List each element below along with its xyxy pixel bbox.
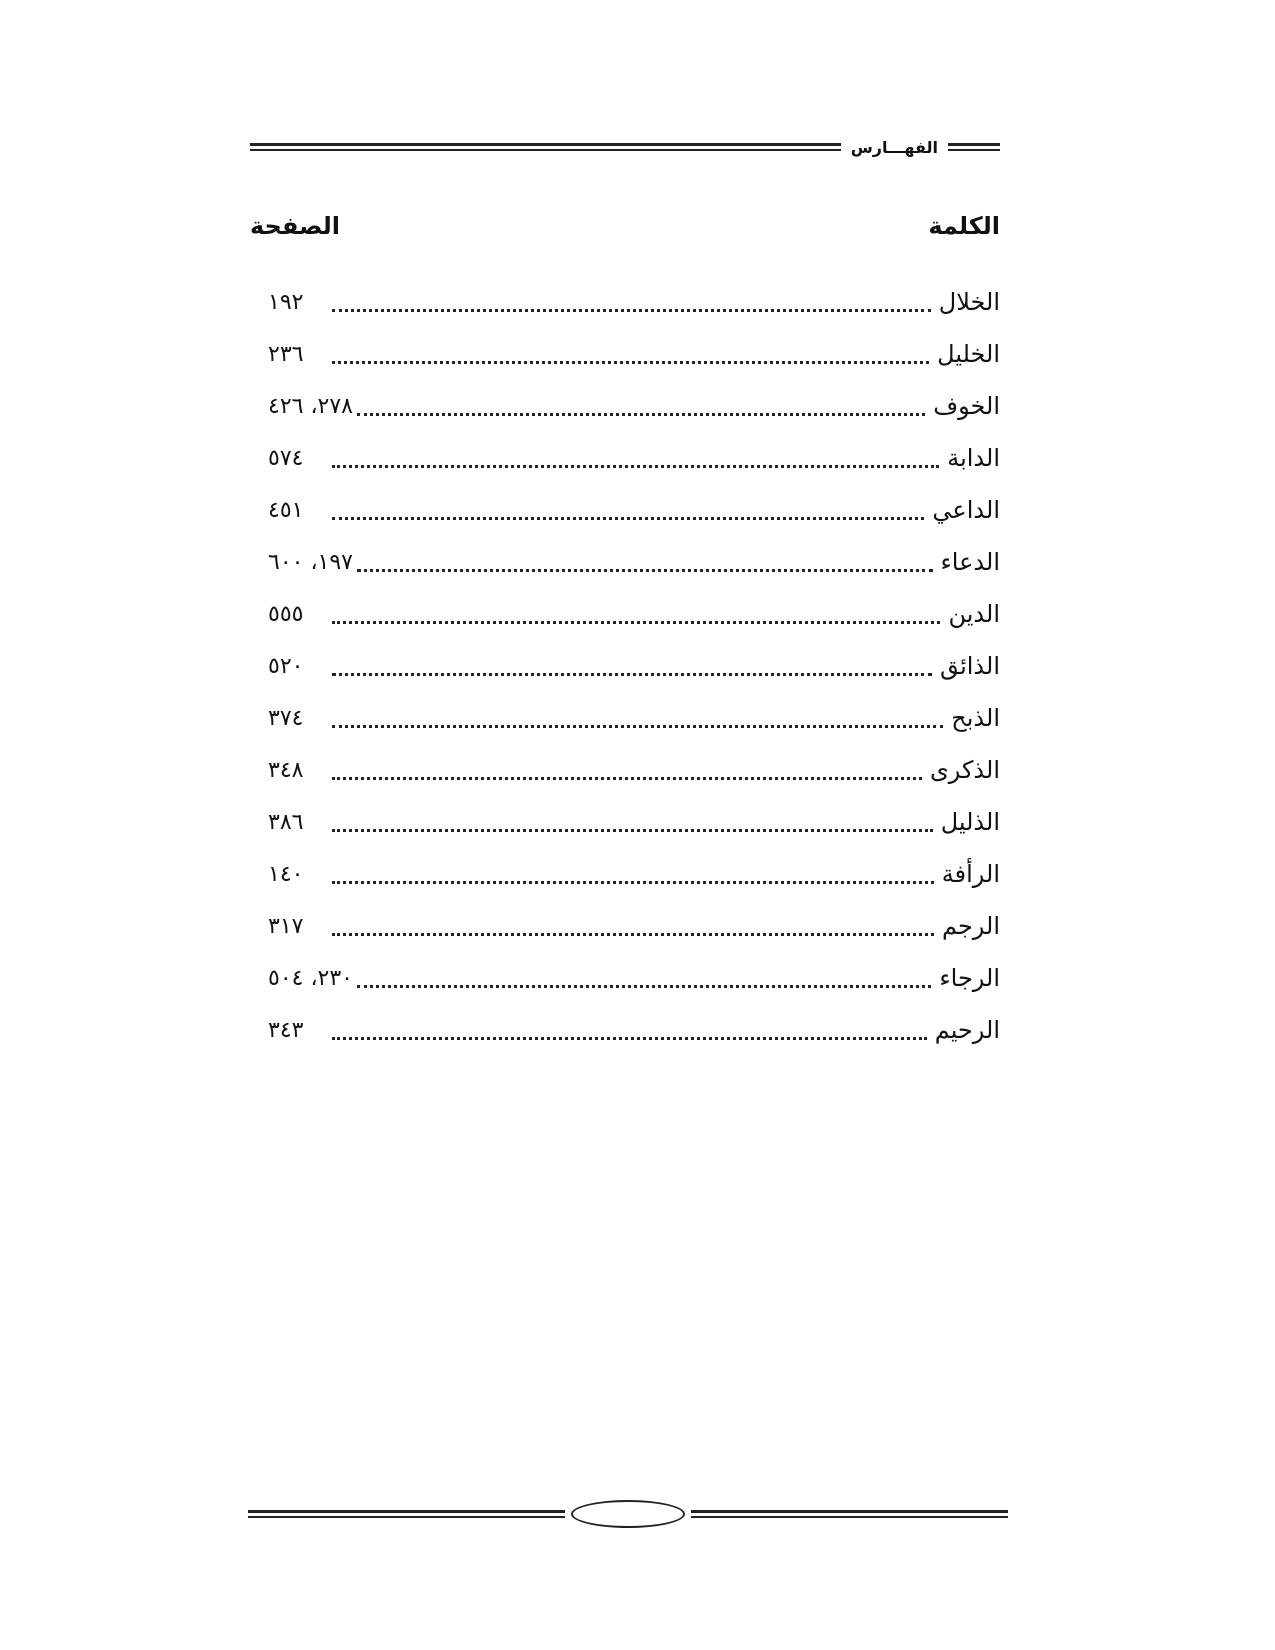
entry-pages: ٢٧٨، ٤٢٦ <box>268 393 353 419</box>
entry-word: الذائق <box>940 652 1000 680</box>
index-list <box>250 276 1000 1056</box>
index-entry <box>250 328 1000 380</box>
index-entry <box>250 432 1000 484</box>
entry-pages: ١٩٢ <box>268 289 304 315</box>
page-footer <box>248 1500 1008 1528</box>
running-header <box>250 132 1000 162</box>
header-title: الفهـــارس <box>850 137 938 157</box>
entry-pages: ٥٧٤ <box>268 445 304 471</box>
index-entry <box>250 952 1000 1004</box>
index-entry <box>250 900 1000 952</box>
entry-word: الذكرى <box>929 756 1000 784</box>
dot-leader <box>332 829 933 832</box>
header-rule-right <box>948 143 1000 151</box>
entry-pages: ٥٢٠ <box>268 653 304 679</box>
page-column-heading: الصفحة <box>250 212 341 240</box>
index-entry <box>250 848 1000 900</box>
entry-pages: ٣٨٦ <box>268 809 304 835</box>
entry-word: الذليل <box>940 808 1000 836</box>
dot-leader <box>332 621 940 624</box>
entry-pages: ٢٣٠، ٥٠٤ <box>268 965 353 991</box>
entry-pages: ١٤٠ <box>268 861 304 887</box>
entry-pages: ٤٥١ <box>268 497 304 523</box>
index-entry <box>250 276 1000 328</box>
dot-leader <box>332 725 943 728</box>
entry-word: الخليل <box>937 340 1000 368</box>
dot-leader <box>332 465 939 468</box>
dot-leader <box>332 777 922 780</box>
entry-pages: ٣١٧ <box>268 913 304 939</box>
index-entry <box>250 640 1000 692</box>
index-entry <box>250 1004 1000 1056</box>
entry-word: الرجاء <box>939 964 1000 992</box>
dot-leader <box>357 413 925 416</box>
header-rule-left <box>250 143 841 151</box>
entry-word: الدين <box>948 600 1000 628</box>
footer-rule-right <box>691 1510 1008 1518</box>
column-headings <box>250 212 1000 252</box>
dot-leader <box>357 569 933 572</box>
entry-word: الذبح <box>951 704 1000 732</box>
index-entry <box>250 692 1000 744</box>
dot-leader <box>357 985 931 988</box>
dot-leader <box>332 933 934 936</box>
entry-pages: ٢٣٦ <box>268 341 304 367</box>
dot-leader <box>332 361 929 364</box>
entry-pages: ٥٥٥ <box>268 601 304 627</box>
entry-word: الرحيم <box>934 1016 1000 1044</box>
entry-pages: ٣٧٤ <box>268 705 304 731</box>
footer-rule-left <box>248 1510 565 1518</box>
dot-leader <box>332 309 931 312</box>
entry-word: الداعي <box>932 496 1000 524</box>
index-entry <box>250 588 1000 640</box>
entry-word: الرجم <box>941 912 1000 940</box>
index-entry <box>250 744 1000 796</box>
dot-leader <box>332 517 924 520</box>
dot-leader <box>332 1037 927 1040</box>
entry-pages: ٣٤٨ <box>268 757 304 783</box>
index-entry <box>250 536 1000 588</box>
entry-word: الخوف <box>933 392 1000 420</box>
word-column-heading: الكلمة <box>928 212 1000 240</box>
page-number-oval <box>571 1500 685 1528</box>
entry-word: الخلال <box>938 288 1000 316</box>
dot-leader <box>332 881 934 884</box>
entry-word: الرأفة <box>941 860 1000 888</box>
entry-word: الدابة <box>947 444 1000 472</box>
entry-pages: ١٩٧، ٦٠٠ <box>268 549 353 575</box>
index-entry <box>250 380 1000 432</box>
entry-pages: ٣٤٣ <box>268 1017 304 1043</box>
entry-word: الدعاء <box>940 548 1000 576</box>
index-entry <box>250 484 1000 536</box>
index-entry <box>250 796 1000 848</box>
dot-leader <box>332 673 932 676</box>
